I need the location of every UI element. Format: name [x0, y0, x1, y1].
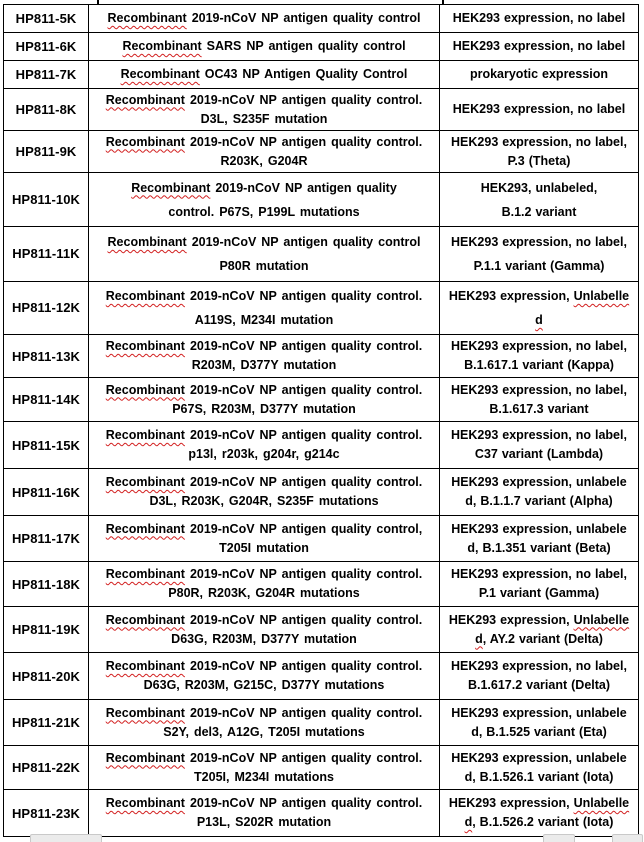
cell-text-line: HEK293 expression, no label, [451, 134, 627, 149]
table-row [4, 653, 639, 700]
cell-text-line: HEK293 expression, Unlabelle [448, 289, 630, 303]
catalog-number-cell [4, 516, 89, 562]
cell-text-line: Recombinant 2019-nCoV NP antigen quality control. [105, 382, 423, 397]
product-description-cell [89, 700, 440, 746]
cell-text-line [442, 308, 636, 332]
cell-text-line: HEK293 expression, unlabele [451, 750, 627, 765]
expression-details-cell [440, 469, 639, 516]
cell-text-line: p13l, r203k, g204r, g214c [188, 447, 340, 461]
cell-text-line: HP811-13K [11, 348, 81, 364]
cell-text-line: HEK293 expression, no label [452, 11, 626, 25]
misspelled-word: d [535, 313, 543, 327]
table-row [4, 61, 639, 89]
cell-text-line: Recombinant 2019-nCoV NP antigen quality control. [105, 289, 423, 303]
cell-text-line: Recombinant SARS NP antigen quality control [122, 39, 406, 53]
cell-text-line: HEK293 expression, no label, [451, 428, 627, 442]
cell-text-line: d, B.1.526.1 variant (Iota) [464, 769, 614, 784]
misspelled-word: Recombinant [122, 39, 202, 53]
cell-text-line: HP811-7K [15, 67, 77, 82]
expression-details-cell [440, 562, 639, 607]
cell-text-line: HP811-14K [11, 392, 81, 407]
cell-text-line: HP811-16K [11, 484, 81, 500]
cell-text-line: Recombinant 2019-nCoV NP antigen quality [131, 180, 397, 195]
cell-text-line: HP811-22K [11, 760, 81, 775]
cell-text-line: Recombinant 2019-nCoV NP antigen quality control. [105, 428, 423, 442]
misspelled-word: d [475, 631, 483, 646]
cell-text-line: Recombinant 2019-nCoV NP antigen quality control [107, 11, 421, 25]
product-description-cell [89, 89, 440, 131]
cell-text-line: Recombinant 2019-nCoV NP antigen quality control. [105, 612, 423, 627]
table-row [4, 516, 639, 562]
cell-text-line: HP811-18K [11, 576, 81, 592]
cell-text-line: d, B.1.351 variant (Beta) [467, 540, 611, 555]
catalog-number-cell [4, 5, 89, 33]
misspelled-word: Recombinant [105, 521, 185, 536]
expression-details-cell [440, 746, 639, 790]
product-description-cell [89, 516, 440, 562]
cell-text-line: D3L, R203K, G204R, S235F mutations [149, 494, 379, 508]
cell-text-line: HEK293 expression, no label [452, 39, 626, 53]
product-description-cell [89, 653, 440, 700]
expression-details-cell [440, 335, 639, 378]
cell-text-line: HP811-5K [15, 11, 77, 26]
product-table [3, 4, 639, 837]
cell-text-line: P.3 (Theta) [507, 153, 571, 168]
cell-text-line: HEK293 expression, no label [452, 102, 626, 116]
cell-text-line: HP811-23K [11, 805, 81, 821]
cell-text-line: Recombinant 2019-nCoV NP antigen quality control. [105, 475, 423, 489]
cell-text-line: HP811-11K [12, 246, 80, 261]
expression-details-cell [440, 5, 639, 33]
product-description-cell [89, 61, 440, 89]
cell-text-line: HP811-12K [11, 300, 81, 315]
expression-details-cell [440, 422, 639, 469]
cell-text-line: A119S, M234I mutation [194, 313, 334, 327]
cell-text-line: HEK293 expression, Unlabelle [448, 796, 630, 810]
misspelled-word: Recombinant [131, 180, 211, 195]
cell-text-line: B.1.2 variant [501, 204, 577, 219]
cell-text-line: HP811-17K [11, 531, 81, 546]
expression-details-cell [440, 173, 639, 227]
cell-text-line: HP811-9K [15, 144, 77, 159]
table-row [4, 131, 639, 173]
table-row [4, 33, 639, 61]
table-row [4, 89, 639, 131]
misspelled-word: Recombinant [105, 134, 185, 149]
cell-text-line: Recombinant 2019-nCoV NP antigen quality control [107, 235, 421, 249]
cell-text-line: S2Y, del3, A12G, T205I mutations [163, 724, 365, 739]
cell-text-line: Recombinant 2019-nCoV NP antigen quality control. [105, 705, 423, 720]
cell-text-line: HP811-20K [11, 668, 81, 684]
cell-text-line: HEK293 expression, no label, [451, 659, 627, 673]
catalog-number-cell [4, 746, 89, 790]
product-description-cell [89, 378, 440, 422]
product-description-cell [89, 173, 440, 227]
product-description-cell [89, 5, 440, 33]
expression-details-cell [440, 653, 639, 700]
catalog-number-cell [4, 131, 89, 173]
cell-text-line: Recombinant 2019-nCoV NP antigen quality control. [105, 92, 423, 107]
product-description-cell [89, 282, 440, 335]
cell-text-line: HEK293 expression, no label, [451, 382, 627, 397]
expression-details-cell [440, 790, 639, 837]
cell-text-line: B.1.617.1 variant (Kappa) [464, 358, 614, 372]
misspelled-word: Unlabelle [573, 796, 630, 810]
misspelled-word: Unlabelle [573, 289, 630, 303]
cell-text-line: prokaryotic expression [469, 67, 609, 81]
table-row [4, 790, 639, 837]
misspelled-word: Recombinant [107, 11, 187, 25]
cell-text-line: Recombinant 2019-nCoV NP antigen quality control, [105, 521, 423, 536]
table-row [4, 562, 639, 607]
misspelled-word: Recombinant [105, 382, 185, 397]
cell-text-line: d, B.1.526.2 variant (Iota) [464, 815, 614, 829]
product-table-body [4, 5, 639, 837]
table-row [4, 335, 639, 378]
product-description-cell [89, 227, 440, 282]
cell-text-line: Recombinant OC43 NP Antigen Quality Control [120, 67, 408, 81]
cell-text-line: R203M, D377Y mutation [191, 358, 337, 372]
cell-text-line: HEK293 expression, no label, [451, 567, 627, 581]
catalog-number-cell [4, 378, 89, 422]
cell-text-line: Recombinant 2019-nCoV NP antigen quality control. [105, 750, 423, 765]
cell-text-line: d, B.1.525 variant (Eta) [471, 724, 607, 739]
cell-text-line: Recombinant 2019-nCoV NP antigen quality control. [105, 339, 423, 353]
misspelled-word: Recombinant [120, 67, 200, 81]
catalog-number-cell [4, 227, 89, 282]
catalog-number-cell [4, 422, 89, 469]
cell-text-line: Recombinant 2019-nCoV NP antigen quality control. [105, 796, 423, 810]
product-description-cell [89, 790, 440, 837]
cell-text-line: HEK293, unlabeled, [480, 180, 598, 195]
expression-details-cell [440, 61, 639, 89]
cell-text-line: HP811-6K [15, 39, 77, 54]
expression-details-cell [440, 378, 639, 422]
cell-text-line: HP811-8K [15, 102, 77, 117]
catalog-number-cell [4, 282, 89, 335]
product-description-cell [89, 607, 440, 653]
cell-text-line: HEK293 expression, no label, [451, 235, 627, 249]
cell-text-line: HP811-10K [11, 191, 81, 207]
misspelled-word: Recombinant [105, 475, 185, 489]
table-row [4, 173, 639, 227]
cell-text-line: D63G, R203M, G215C, D377Y mutations [143, 678, 385, 692]
cell-text-line: P67S, R203M, D377Y mutation [172, 401, 356, 416]
catalog-number-cell [4, 653, 89, 700]
catalog-number-cell [4, 173, 89, 227]
cell-text-line: D63G, R203M, D377Y mutation [171, 631, 357, 646]
misspelled-word: d [464, 815, 473, 829]
table-row [4, 746, 639, 790]
misspelled-word: Recombinant [105, 796, 185, 810]
table-row [4, 700, 639, 746]
misspelled-word: Recombinant [107, 235, 187, 249]
cell-text-line: d, AY.2 variant (Delta) [475, 631, 603, 646]
misspelled-word: Recombinant [105, 612, 185, 627]
catalog-number-cell [4, 33, 89, 61]
table-row [4, 422, 639, 469]
product-description-cell [89, 562, 440, 607]
expression-details-cell [440, 700, 639, 746]
cell-text-line: Recombinant 2019-nCoV NP antigen quality control. [105, 567, 423, 581]
cell-text-line: control. P67S, P199L mutations [168, 204, 360, 219]
cell-text-line: Recombinant 2019-nCoV NP antigen quality control. [105, 134, 423, 149]
product-description-cell [89, 746, 440, 790]
product-description-cell [89, 422, 440, 469]
cell-text-line: T205I, M234I mutations [194, 769, 334, 784]
scrollbar-fragment-right[interactable] [543, 834, 575, 842]
catalog-number-cell [4, 790, 89, 837]
expression-details-cell [440, 131, 639, 173]
table-row [4, 607, 639, 653]
catalog-number-cell [4, 61, 89, 89]
cell-text-line: HEK293 expression, unlabele [451, 705, 627, 720]
catalog-number-cell [4, 607, 89, 653]
cell-text-line: P13L, S202R mutation [196, 815, 332, 829]
catalog-number-cell [4, 700, 89, 746]
catalog-number-cell [4, 89, 89, 131]
cell-text-line: B.1.617.2 variant (Delta) [467, 678, 611, 692]
misspelled-word: Recombinant [105, 339, 185, 353]
table-row [4, 469, 639, 516]
cell-text-line: D3L, S235F mutation [200, 111, 328, 126]
cell-text-line: HEK293 expression, unlabele [451, 521, 627, 536]
cell-text-line: HEK293 expression, no label, [451, 339, 627, 353]
table-row [4, 282, 639, 335]
misspelled-word: Recombinant [105, 750, 185, 765]
cell-text-line: HP811-19K [11, 622, 81, 637]
cell-text-line: HP811-15K [11, 437, 81, 453]
cell-text-line: HEK293 expression, Unlabelle [448, 612, 630, 627]
product-description-cell [89, 335, 440, 378]
product-description-cell [89, 469, 440, 516]
cell-text-line: Recombinant 2019-nCoV NP antigen quality control. [105, 659, 423, 673]
table-row [4, 5, 639, 33]
cell-text-line: T205I mutation [219, 540, 309, 555]
misspelled-word: Recombinant [105, 92, 185, 107]
catalog-number-cell [4, 335, 89, 378]
cell-text-line: HP811-21K [11, 715, 81, 730]
expression-details-cell [440, 607, 639, 653]
cell-text-line: R203K, G204R [220, 153, 308, 168]
cell-text-line: P.1 variant (Gamma) [478, 586, 600, 600]
misspelled-word: Recombinant [105, 567, 185, 581]
misspelled-word: Recombinant [105, 659, 185, 673]
product-description-cell [89, 33, 440, 61]
catalog-number-cell [4, 562, 89, 607]
misspelled-word: Recombinant [105, 428, 185, 442]
table-row [4, 227, 639, 282]
cell-text-line: P80R mutation [219, 259, 309, 273]
scrollbar-fragment-corner[interactable] [612, 834, 643, 842]
misspelled-word: Recombinant [105, 705, 185, 720]
cell-text-line: B.1.617.3 variant [489, 401, 589, 416]
expression-details-cell [440, 89, 639, 131]
cell-text-line: C37 variant (Lambda) [474, 447, 604, 461]
catalog-number-cell [4, 469, 89, 516]
expression-details-cell [440, 33, 639, 61]
scrollbar-fragment-left[interactable] [30, 834, 102, 842]
misspelled-word: Unlabelle [573, 612, 630, 627]
table-row [4, 378, 639, 422]
expression-details-cell [440, 227, 639, 282]
cell-text-line: HEK293 expression, unlabele [451, 475, 627, 489]
cell-text-line: P80R, R203K, G204R mutations [168, 586, 360, 600]
cell-text-line: d, B.1.1.7 variant (Alpha) [465, 494, 613, 508]
expression-details-cell [440, 282, 639, 335]
product-description-cell [89, 131, 440, 173]
misspelled-word: Recombinant [105, 289, 185, 303]
cell-text-line: P.1.1 variant (Gamma) [473, 259, 605, 273]
expression-details-cell [440, 516, 639, 562]
